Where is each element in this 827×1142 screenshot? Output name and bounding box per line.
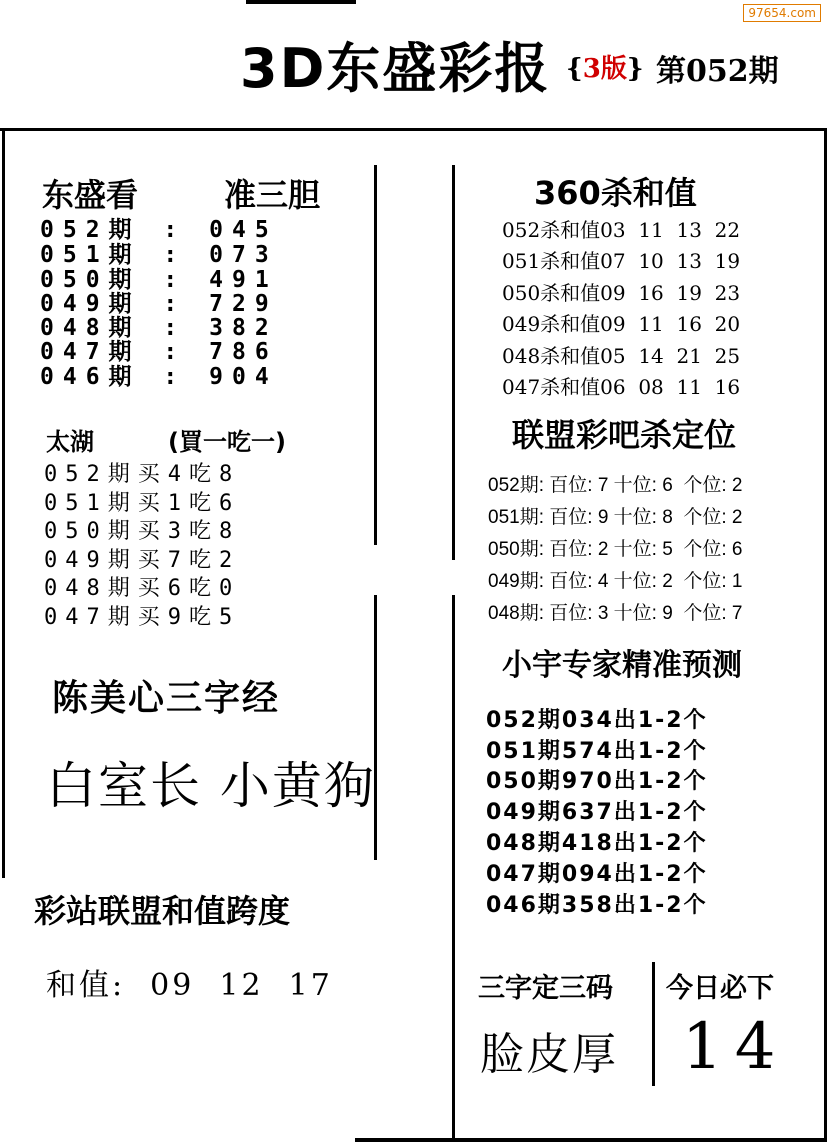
sha-hezhi-row: 051杀和值07 10 13 19: [502, 249, 741, 273]
bottom-rule: [355, 1138, 827, 1142]
xiaozi-row: 047期094出1-2个: [486, 862, 708, 887]
xiaozi-row: 050期970出1-2个: [486, 769, 708, 794]
watermark-text: 97654.com: [743, 4, 821, 22]
taihu-subtitle: (買一吃一): [168, 428, 286, 456]
xiaozi-row: 049期637出1-2个: [486, 800, 708, 825]
edition-number: 3版: [582, 54, 627, 84]
dongsheng-row: 050期 : 491: [40, 267, 278, 293]
sha-hezhi-row: 048杀和值05 14 21 25: [502, 344, 741, 368]
dongsheng-row: 051期 : 073: [40, 242, 278, 268]
lianmeng-title: 联盟彩吧杀定位: [512, 416, 737, 454]
xiaozi-row: 048期418出1-2个: [486, 831, 708, 856]
taihu-row: 052期买4吃8: [44, 462, 241, 487]
sha-hezhi-row: 050杀和值09 16 19 23: [502, 281, 741, 305]
dongsheng-row: 048期 : 382: [40, 315, 278, 341]
xiaozi-row: 046期358出1-2个: [486, 893, 708, 918]
sanzi-text: 脸皮厚: [480, 1029, 618, 1080]
left-border: [2, 128, 5, 878]
taihu-row: 047期买9吃5: [44, 605, 241, 630]
taihu-row: 051期买1吃6: [44, 491, 241, 516]
top-rule: [246, 0, 356, 4]
lianmeng-row: 051期: 百位: 9 十位: 8 个位: 2: [488, 507, 743, 528]
sha-hezhi-title: 360杀和值: [534, 174, 697, 212]
dongsheng-row: 047期 : 786: [40, 339, 278, 365]
lianmeng-row: 049期: 百位: 4 十位: 2 个位: 1: [488, 571, 743, 592]
lianmeng-row: 048期: 百位: 3 十位: 9 个位: 7: [488, 603, 743, 624]
jinri-title: 今日必下: [666, 973, 774, 1004]
column-divider-right-lower: [452, 595, 455, 1142]
dongsheng-subtitle: 准三胆: [224, 176, 321, 214]
taihu-row: 049期买7吃2: [44, 548, 241, 573]
caizhan-text: 和值: 09 12 17: [46, 968, 333, 1003]
taihu-title: 太湖: [46, 428, 94, 456]
bottom-box-divider: [652, 962, 655, 1086]
edition-brace-open: {: [566, 54, 583, 84]
edition-brace-close: }: [626, 54, 644, 84]
issue-label: 第052期: [656, 54, 779, 89]
taihu-row: 050期买3吃8: [44, 519, 241, 544]
sanzi-title: 三字定三码: [478, 973, 613, 1004]
sha-hezhi-row: 052杀和值03 11 13 22: [502, 218, 741, 242]
caizhan-title: 彩站联盟和值跨度: [34, 892, 291, 930]
column-divider-left-upper: [374, 165, 377, 545]
xiaozi-row: 051期574出1-2个: [486, 739, 708, 764]
chenmeixin-title: 陈美心三字经: [52, 677, 281, 719]
jinri-value: 14: [682, 1010, 788, 1084]
dongsheng-row: 046期 : 904: [40, 364, 278, 390]
dongsheng-title: 东盛看: [42, 176, 139, 214]
dongsheng-row: 052期 : 045: [40, 217, 278, 243]
column-divider-left-lower: [374, 595, 377, 860]
xiaozi-title: 小宇专家精准预测: [502, 648, 742, 683]
taihu-row: 048期买6吃0: [44, 576, 241, 601]
edition-label: [566, 48, 644, 85]
chenmeixin-text: 白室长 小黄狗: [46, 757, 376, 815]
lianmeng-row: 052期: 百位: 7 十位: 6 个位: 2: [488, 475, 743, 496]
xiaozi-row: 052期034出1-2个: [486, 708, 708, 733]
column-divider-right-upper: [452, 165, 455, 560]
dongsheng-row: 049期 : 729: [40, 291, 278, 317]
page-title: 3D东盛彩报: [240, 37, 551, 100]
header-divider: [0, 128, 827, 131]
sha-hezhi-row: 047杀和值06 08 11 16: [502, 375, 741, 399]
lianmeng-row: 050期: 百位: 2 十位: 5 个位: 6: [488, 539, 743, 560]
sha-hezhi-row: 049杀和值09 11 16 20: [502, 312, 741, 336]
